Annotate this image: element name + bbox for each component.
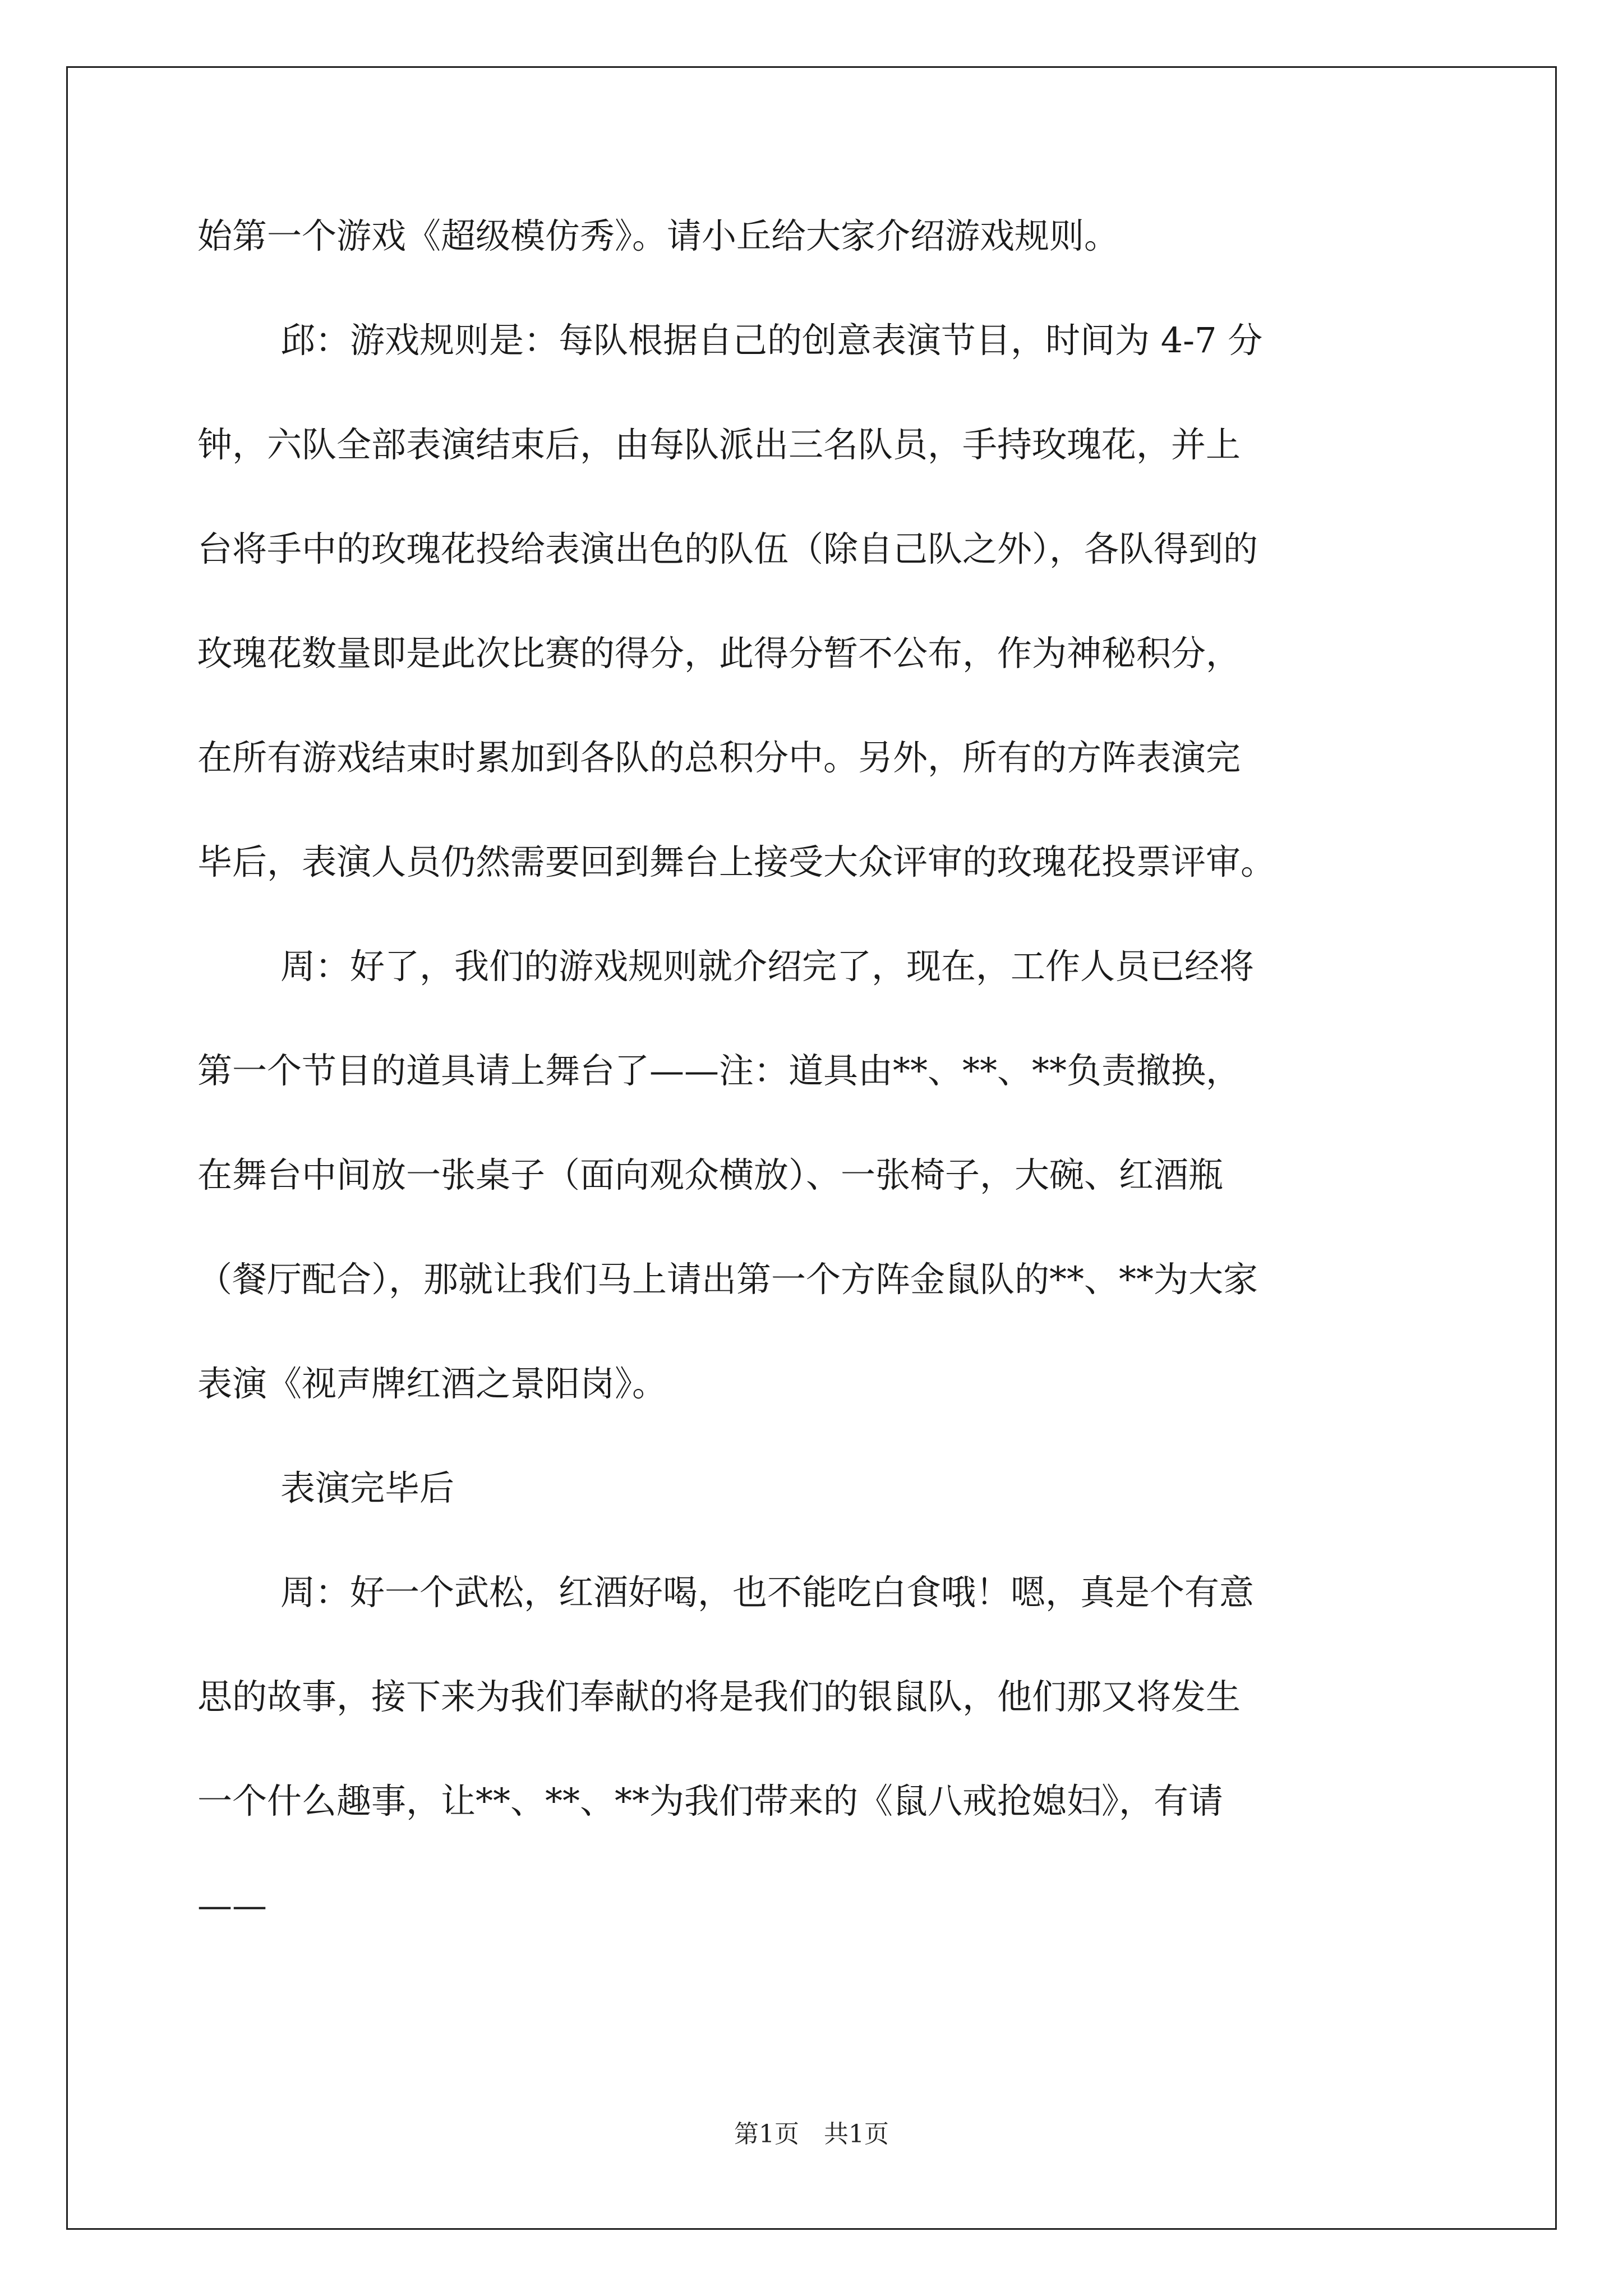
text-line: 玫瑰花数量即是此次比赛的得分，此得分暂不公布，作为神秘积分， <box>197 633 1241 674</box>
text-line: 在所有游戏结束时累加到各队的总积分中。另外，所有的方阵表演完 <box>197 737 1241 778</box>
text-line: （餐厅配合），那就让我们马上请出第一个方阵金鼠队的**、**为大家 <box>197 1259 1258 1300</box>
text-line: 第一个节目的道具请上舞台了——注：道具由**、**、**负责撤换， <box>197 1050 1241 1091</box>
text-line: —— <box>197 1885 267 1926</box>
text-line: 一个什么趣事，让**、**、**为我们带来的《鼠八戒抢媳妇》，有请 <box>197 1780 1224 1821</box>
text-line: 周：好了，我们的游戏规则就介绍完了，现在，工作人员已经将 <box>280 946 1255 987</box>
stage-direction-line: 表演完毕后 <box>280 1467 455 1508</box>
text-line: 钟，六队全部表演结束后，由每队派出三名队员，手持玫瑰花，并上 <box>197 424 1241 465</box>
text-line: 思的故事，接下来为我们奉献的将是我们的银鼠队，他们那又将发生 <box>197 1676 1241 1717</box>
text-line: 台将手中的玫瑰花投给表演出色的队伍（除自己队之外），各队得到的 <box>197 528 1258 569</box>
text-line: 毕后，表演人员仍然需要回到舞台上接受大众评审的玫瑰花投票评审。 <box>197 841 1276 882</box>
text-line: 邱：游戏规则是：每队根据自己的创意表演节目，时间为 4-7 分 <box>280 320 1263 361</box>
text-line: 在舞台中间放一张桌子（面向观众横放）、一张椅子，大碗、红酒瓶 <box>197 1154 1224 1195</box>
text-line: 表演《视声牌红酒之景阳岗》。 <box>197 1363 667 1404</box>
document-body <box>197 215 1437 1926</box>
page-number: 第1页 共1页 <box>734 2120 889 2148</box>
text-line: 周：好一个武松，红酒好喝，也不能吃白食哦！嗯，真是个有意 <box>280 1572 1255 1613</box>
text-line: 始第一个游戏《超级模仿秀》。请小丘给大家介绍游戏规则。 <box>197 215 1119 256</box>
